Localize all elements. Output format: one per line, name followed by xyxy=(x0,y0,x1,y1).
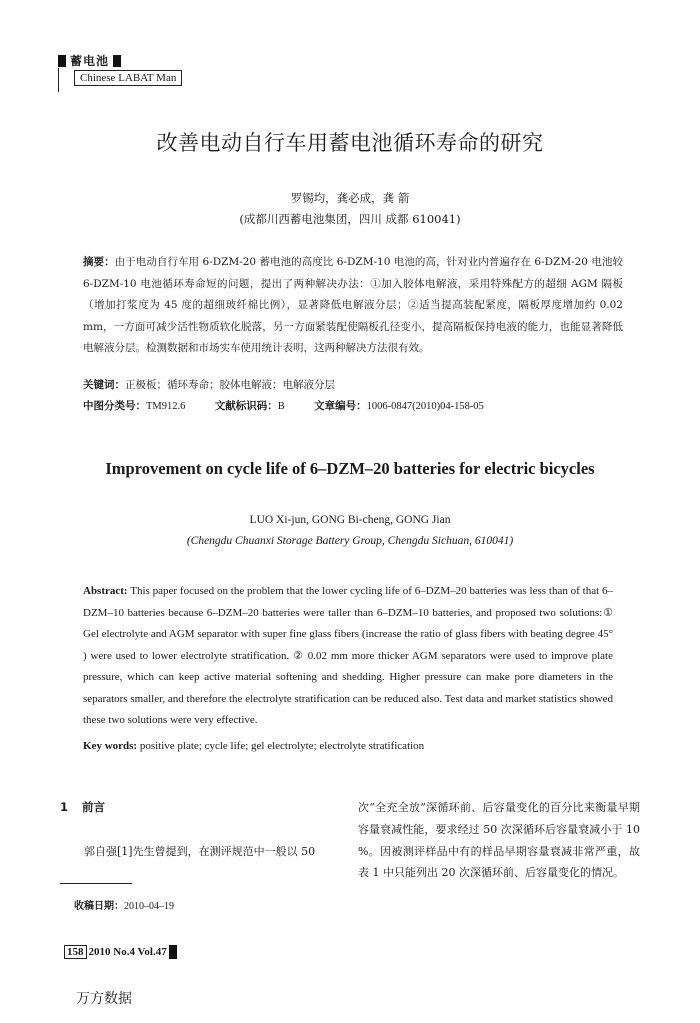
received-date xyxy=(74,897,174,912)
section-heading xyxy=(60,799,105,815)
keywords-en-label: Key words: xyxy=(83,740,138,752)
body-text-right: 次“全充全放”深循环前、后容量变化的百分比来衡量早期容量衰减性能，要求经过 50 次深循环后容量衰减小于 10 %。因被测评样品中有的样品早期容量衰减非常严重，故表 1 中只能列出 20 次深循环前、后容量变化的情况。 xyxy=(358,801,640,880)
paper-title-en: Improvement on cycle life of 6–DZM–20 batteries for electric bicycles xyxy=(105,459,595,478)
affiliation-cn: (成都川西蓄电池集团，四川 成都 610041) xyxy=(239,212,461,226)
footnote-divider xyxy=(60,883,132,884)
received-label: 收稿日期： xyxy=(74,901,124,912)
keywords-en xyxy=(83,740,424,752)
affiliation-en: (Chengdu Chuanxi Storage Battery Group, Chengdu Sichuan, 610041) xyxy=(186,535,514,547)
keywords-cn-label: 关键词： xyxy=(83,379,125,391)
doc-code-value: B xyxy=(277,401,285,412)
journal-name-en: Chinese LABAT Man xyxy=(74,70,182,86)
received-value: 2010–04–19 xyxy=(124,901,174,912)
abstract-en-text: This paper focused on the problem that the lower cycling life of 6–DZM–20 batteries was less than of that 6–DZM–10 batteries because 6–DZM–20 batteries were taller than 6–DZM–10 batteries, and proposed two solutions:① Gel electrolyte and AGM separator with super fine glass fibers (increase the ratio of glass fibers with beating degree 45° ) were used to lower electrolyte stratification. ② 0.02 mm more thicker AGM separators were used to improve plate pressure, which can keep active material softening and shedding. Higher pressure can make pore diameters in the separators smaller, and therefore the electrolyte stratification can be reduced also. Test data and market statistics showed these two solutions were very effective. xyxy=(83,585,613,726)
classification-cn xyxy=(83,396,484,417)
logo-mark-icon xyxy=(113,55,121,67)
keywords-cn xyxy=(83,375,335,395)
watermark: 万方数据 xyxy=(76,991,132,1007)
abstract-en xyxy=(83,581,613,732)
issue-info: 2010 No.4 Vol.47 xyxy=(88,946,167,958)
abstract-en-label: Abstract: xyxy=(83,585,128,597)
keywords-en-text: positive plate; cycle life; gel electrolyte; electrolyte stratification xyxy=(139,740,425,752)
article-no-label: 文章编号： xyxy=(314,400,367,412)
abstract-cn-text: 由于电动自行车用 6-DZM-20 蓄电池的高度比 6-DZM-10 电池的高，针对业内普遍存在 6-DZM-20 电池较 6-DZM-10 电池循环寿命短的问题，提出了两种解决办法：①加入胶体电解液，采用特殊配方的超细 AGM 隔板（增加打浆度为 45 度的超细玻纤棉比例），显著降低电解液分层；②适当提高装配紧度，隔板厚度增加约 0.02 mm，一方面可减少活性物质软化脱落，另一方面紧装配使隔板孔径变小，提高隔板保持电液的能力，也能显著降低电解液分层。检测数据和市场实车使用统计表明，这两种解决方法很有效。 xyxy=(83,256,623,354)
journal-logo xyxy=(58,52,121,69)
clc-value: TM912.6 xyxy=(146,401,186,412)
body-text-left: 郭自强[1]先生曾提到，在测评规范中一般以 50 xyxy=(84,845,316,858)
footer-mark-icon xyxy=(169,945,177,959)
page-footer xyxy=(64,945,177,959)
authors-en: LUO Xi-jun, GONG Bi-cheng, GONG Jian xyxy=(249,514,451,526)
authors-cn: 罗锡均，龚必成，龚 箭 xyxy=(290,191,410,205)
article-no-value: 1006-0847(2010)04-158-05 xyxy=(366,401,484,412)
abstract-cn xyxy=(83,252,623,360)
logo-mark-icon xyxy=(58,55,66,67)
clc-label: 中图分类号： xyxy=(83,400,146,412)
section-number: 1 xyxy=(60,800,69,814)
paper-title-cn: 改善电动自行车用蓄电池循环寿命的研究 xyxy=(156,131,544,155)
doc-code-label: 文献标识码： xyxy=(214,400,278,412)
logo-bracket xyxy=(58,68,75,92)
keywords-cn-text: 正极板；循环寿命；胶体电解液；电解液分层 xyxy=(125,379,335,391)
section-title: 前言 xyxy=(82,800,106,814)
journal-name-cn: 蓄电池 xyxy=(70,54,110,68)
page-number: 158 xyxy=(64,945,87,959)
abstract-cn-label: 摘要： xyxy=(83,256,115,268)
